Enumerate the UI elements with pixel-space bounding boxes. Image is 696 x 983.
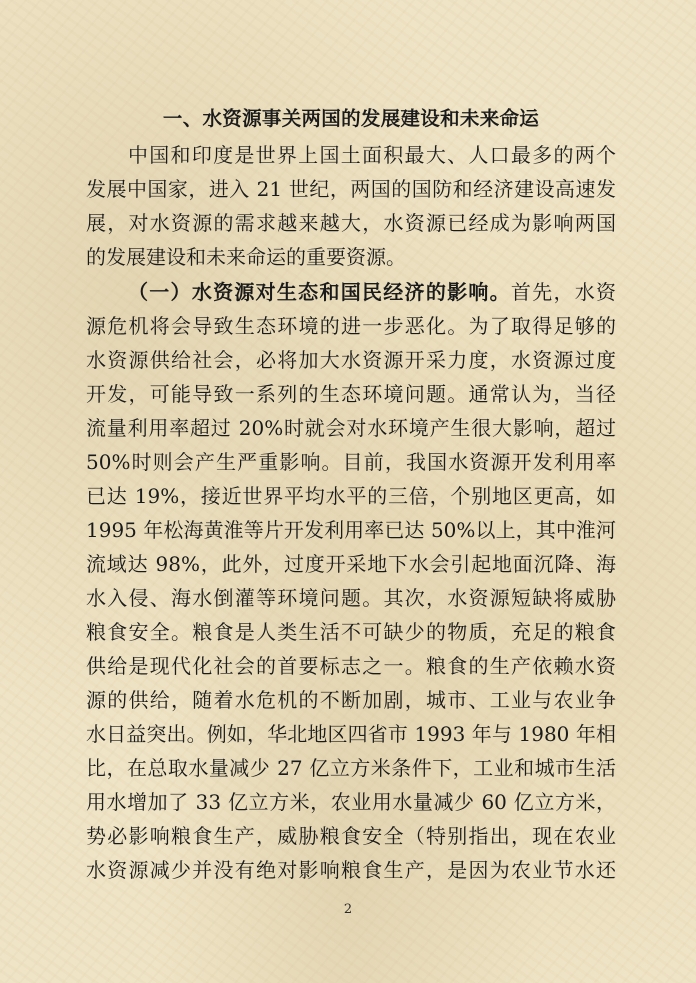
paragraph-2-line: 流量利用率超过 20%时就会对水环境产生很大影响，超过: [86, 416, 616, 440]
paragraph-2-first-line-text: 首先，水资: [510, 280, 617, 304]
paragraph-2-line: 开发，可能导致一系列的生态环境问题。通常认为，当径: [86, 382, 616, 406]
paragraph-2-line: 比，在总取水量减少 27 亿立方米条件下，工业和城市生活: [86, 756, 616, 780]
paragraph-2-line: 50%时则会产生严重影响。目前，我国水资源开发利用率: [86, 450, 616, 474]
paragraph-1-line: 展，对水资源的需求越来越大，水资源已经成为影响两国: [86, 211, 616, 235]
paragraph-2-first-line: [128, 275, 616, 309]
paragraph-2-line: 用水增加了 33 亿立方米，农业用水量减少 60 亿立方米，: [86, 790, 616, 814]
paragraph-2-line: 水资源减少并没有绝对影响粮食生产，是因为农业节水还: [86, 858, 616, 882]
paragraph-2-line: 1995 年松海黄淮等片开发利用率已达 50%以上，其中淮河: [86, 518, 616, 542]
paragraph-2-line: 势必影响粮食生产，威胁粮食安全（特别指出，现在农业: [86, 824, 616, 848]
paragraph-2-line: 水入侵、海水倒灌等环境问题。其次，水资源短缺将威胁: [86, 586, 616, 610]
paragraph-1-line: 发展中国家，进入 21 世纪，两国的国防和经济建设高速发: [86, 177, 616, 201]
paragraph-2-line: 粮食安全。粮食是人类生活不可缺少的物质，充足的粮食: [86, 620, 616, 644]
paragraph-2-line: 已达 19%，接近世界平均水平的三倍，个别地区更高，如: [86, 484, 616, 508]
paragraph-2-line: 源危机将会导致生态环境的进一步恶化。为了取得足够的: [86, 314, 616, 338]
paragraph-2-line: 供给是现代化社会的首要标志之一。粮食的生产依赖水资: [86, 654, 616, 678]
subsection-lead-heading: （一）水资源对生态和国民经济的影响。: [128, 280, 511, 304]
paragraph-1-line: 的发展建设和未来命运的重要资源。: [86, 245, 406, 269]
section-heading: 一、水资源事关两国的发展建设和未来命运: [162, 107, 540, 130]
paragraph-2-line: 流域达 98%，此外，过度开采地下水会引起地面沉降、海: [86, 552, 616, 576]
paragraph-2-line: 水日益突出。例如，华北地区四省市 1993 年与 1980 年相: [86, 722, 616, 746]
page-number: 2: [343, 902, 353, 917]
paragraph-2-line: 源的供给，随着水危机的不断加剧，城市、工业与农业争: [86, 688, 616, 712]
paragraph-1-line: 中国和印度是世界上国土面积最大、人口最多的两个: [128, 143, 616, 167]
paragraph-2-line: 水资源供给社会，必将加大水资源开采力度，水资源过度: [86, 348, 616, 372]
